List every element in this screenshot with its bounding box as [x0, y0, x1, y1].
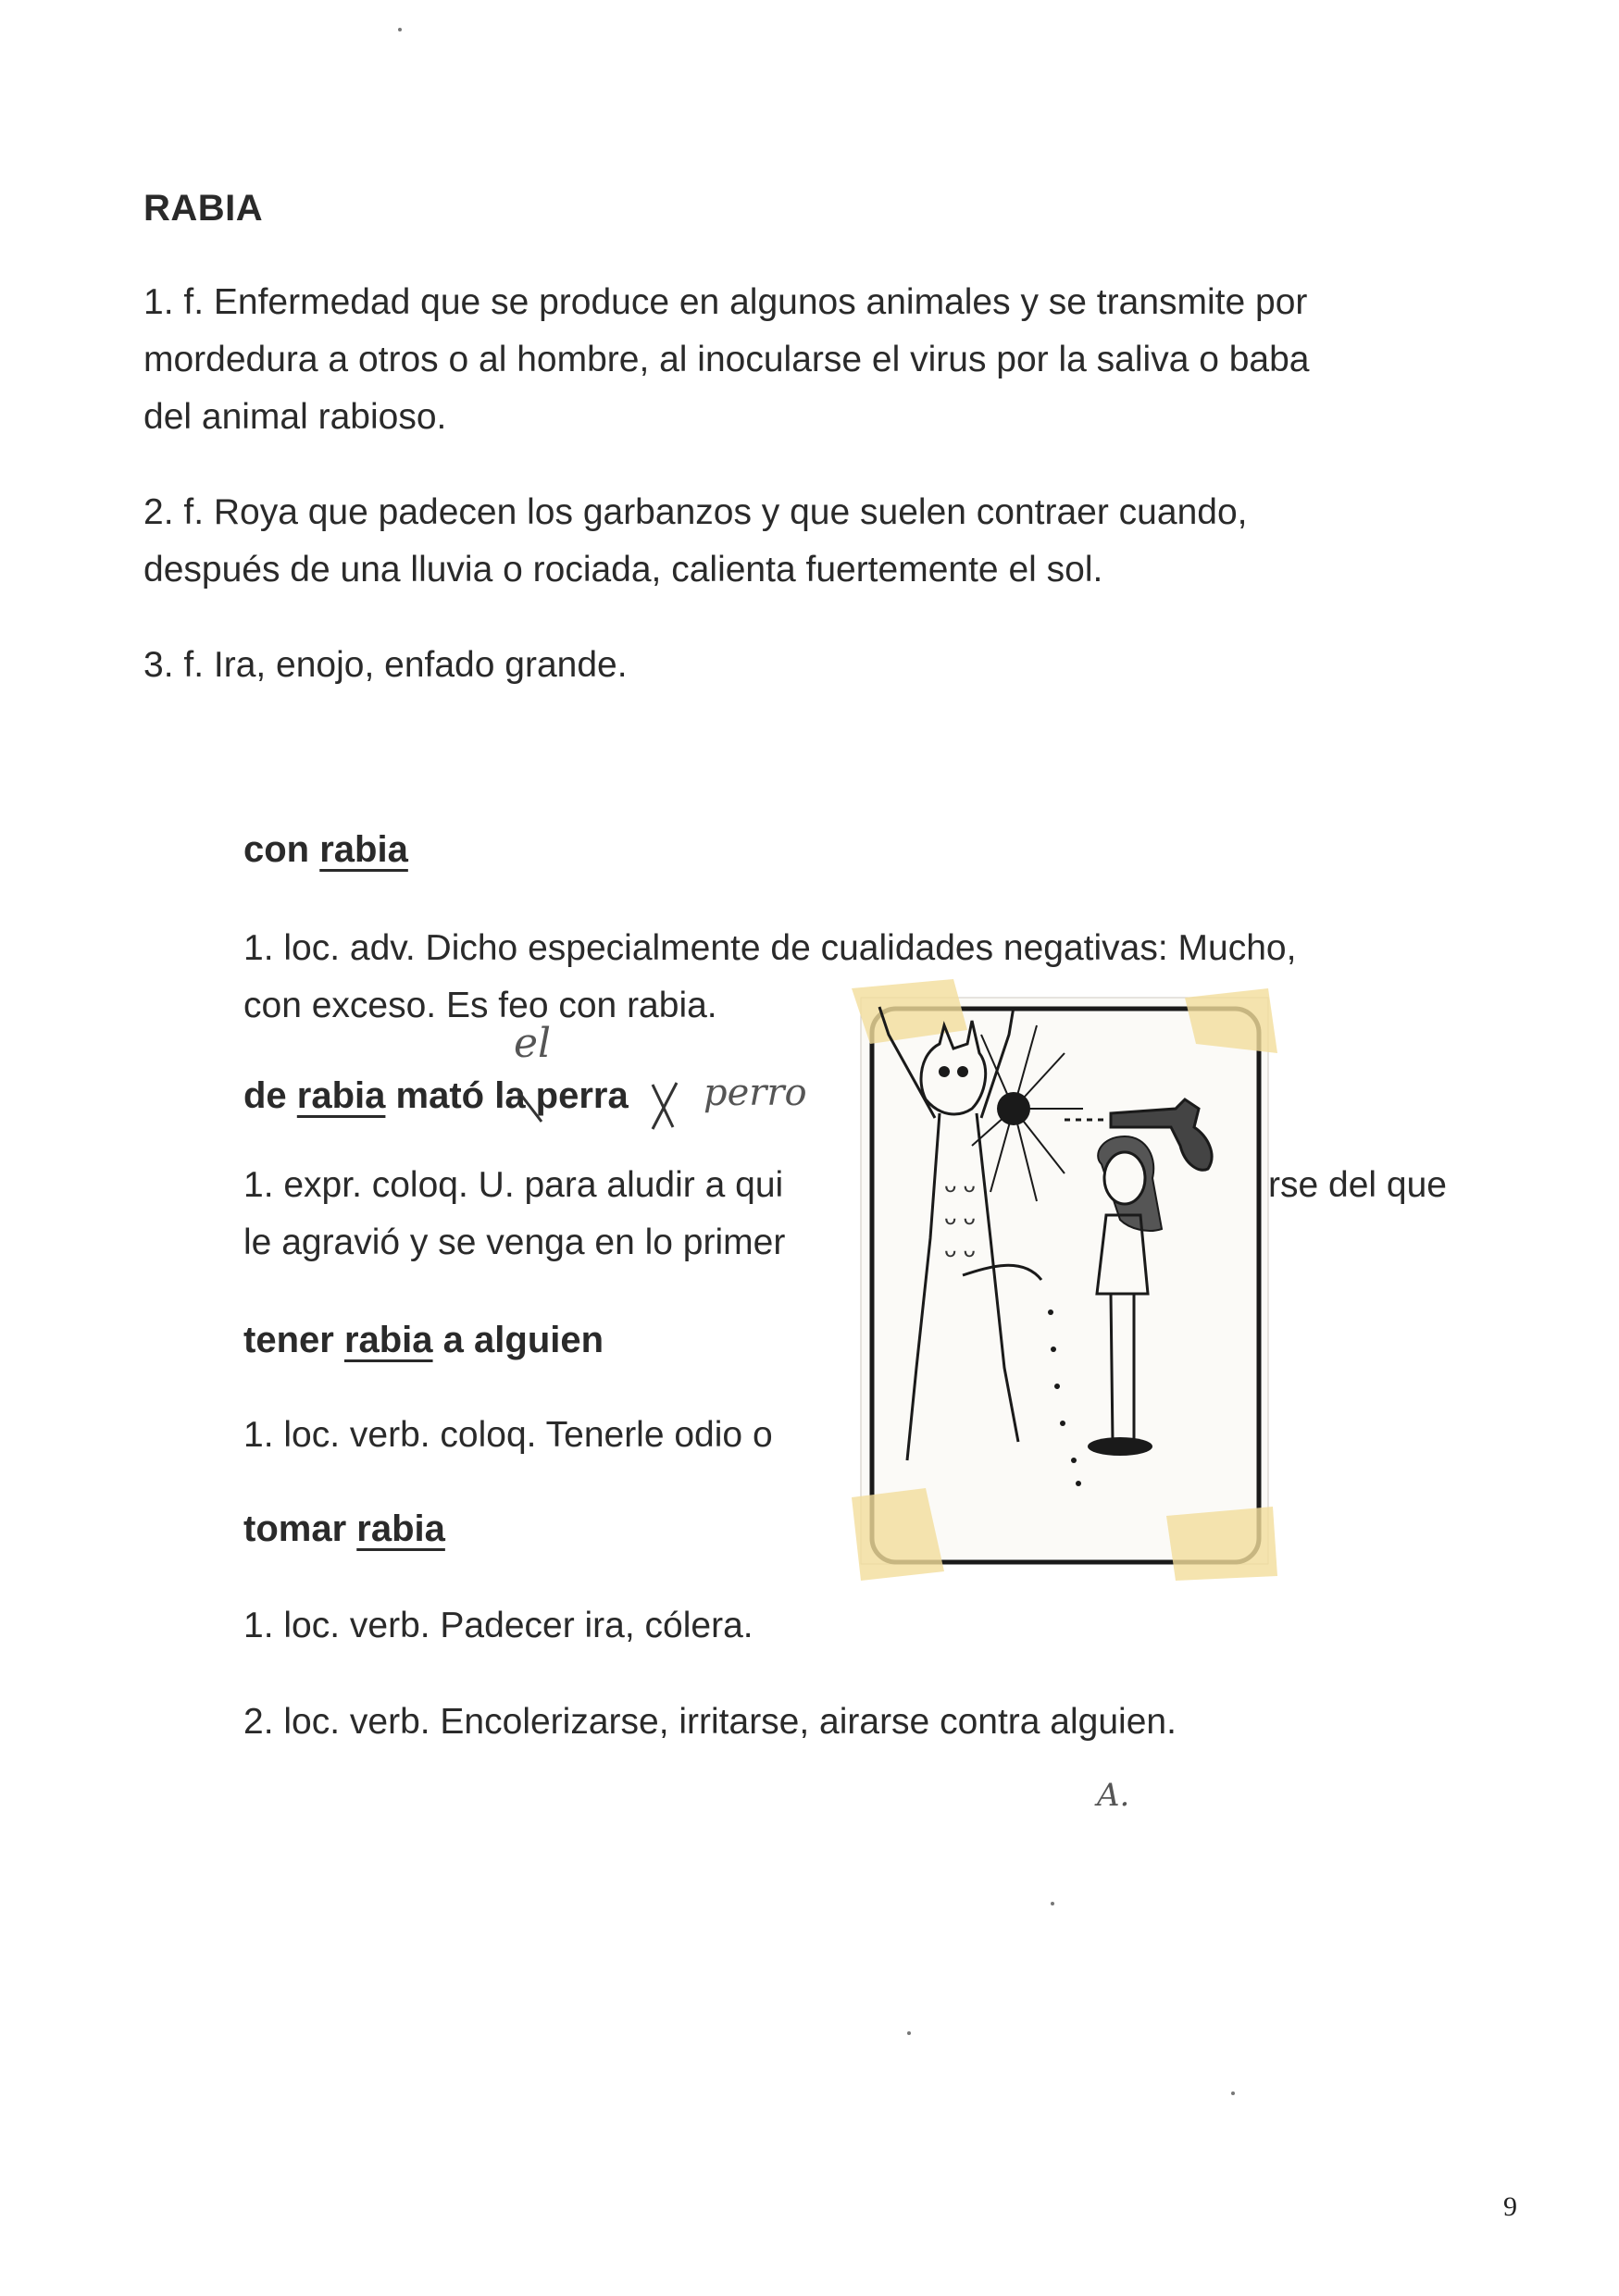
definition-3-line-1: 3. f. Ira, enojo, enfado grande. [143, 645, 628, 685]
svg-text:ᴗ ᴗ: ᴗ ᴗ [944, 1207, 976, 1230]
phrase-heading-con-rabia: con rabia [243, 829, 408, 870]
entry-title: RABIA [143, 188, 264, 229]
phrase-heading-tomar-rabia: tomar rabia [243, 1508, 445, 1549]
strike-marks-icon [514, 1074, 680, 1138]
pasted-drawing-image [852, 979, 1277, 1582]
definition-2-line-1: 2. f. Roya que padecen los garbanzos y que suelen contraer cuando, [143, 492, 1248, 532]
definition-1-line-1: 1. f. Enfermedad que se produce en algunos animales y se transmite por [143, 282, 1308, 322]
phrase-heading-tener-rabia: tener rabia a alguien [243, 1320, 604, 1360]
svg-text:ᴗ ᴗ: ᴗ ᴗ [944, 1174, 976, 1198]
phrase-keyword: rabia [343, 1320, 433, 1360]
phrase-2-def-right-fragment: rse del que [1268, 1165, 1447, 1205]
speck [1051, 1902, 1054, 1905]
speck [398, 28, 402, 31]
phrase-heading-de-rabia: de rabia mató la perra [243, 1075, 629, 1116]
phrase-keyword: rabia [296, 1075, 386, 1116]
handwritten-signature: A. [1097, 1777, 1130, 1814]
phrase-keyword: rabia [319, 829, 408, 870]
phrase-1-def-line-1: 1. loc. adv. Dicho especialmente de cualidades negativas: Mucho, [243, 928, 1297, 968]
phrase-2-def-line-1: 1. expr. coloq. U. para aludir a qui [243, 1165, 784, 1205]
phrase-4-def-2: 2. loc. verb. Encolerizarse, irritarse, airarse contra alguien. [243, 1702, 1177, 1742]
page-number: 9 [1503, 2191, 1517, 2222]
phrase-2-def-line-2: le agravió y se venga en lo primer [243, 1222, 786, 1262]
handwritten-margin-word: perro [704, 1072, 807, 1114]
definition-2-line-2: después de una lluvia o rociada, calienta fuertemente el sol. [143, 550, 1103, 590]
definition-1-line-2: mordedura a otros o al hombre, al inocularse el virus por la saliva o baba [143, 340, 1310, 379]
phrase-4-def-1: 1. loc. verb. Padecer ira, cólera. [243, 1606, 753, 1645]
handwritten-correction: el [514, 1020, 552, 1067]
svg-text:ᴗ ᴗ: ᴗ ᴗ [944, 1239, 976, 1262]
phrase-1-def-line-2: con exceso. Es feo con rabia. [243, 986, 717, 1025]
phrase-3-def-line-1: 1. loc. verb. coloq. Tenerle odio o [243, 1415, 773, 1455]
definition-1-line-3: del animal rabioso. [143, 397, 447, 437]
phrase-keyword: rabia [356, 1508, 445, 1549]
speck [1231, 2091, 1235, 2095]
speck [907, 2031, 911, 2035]
